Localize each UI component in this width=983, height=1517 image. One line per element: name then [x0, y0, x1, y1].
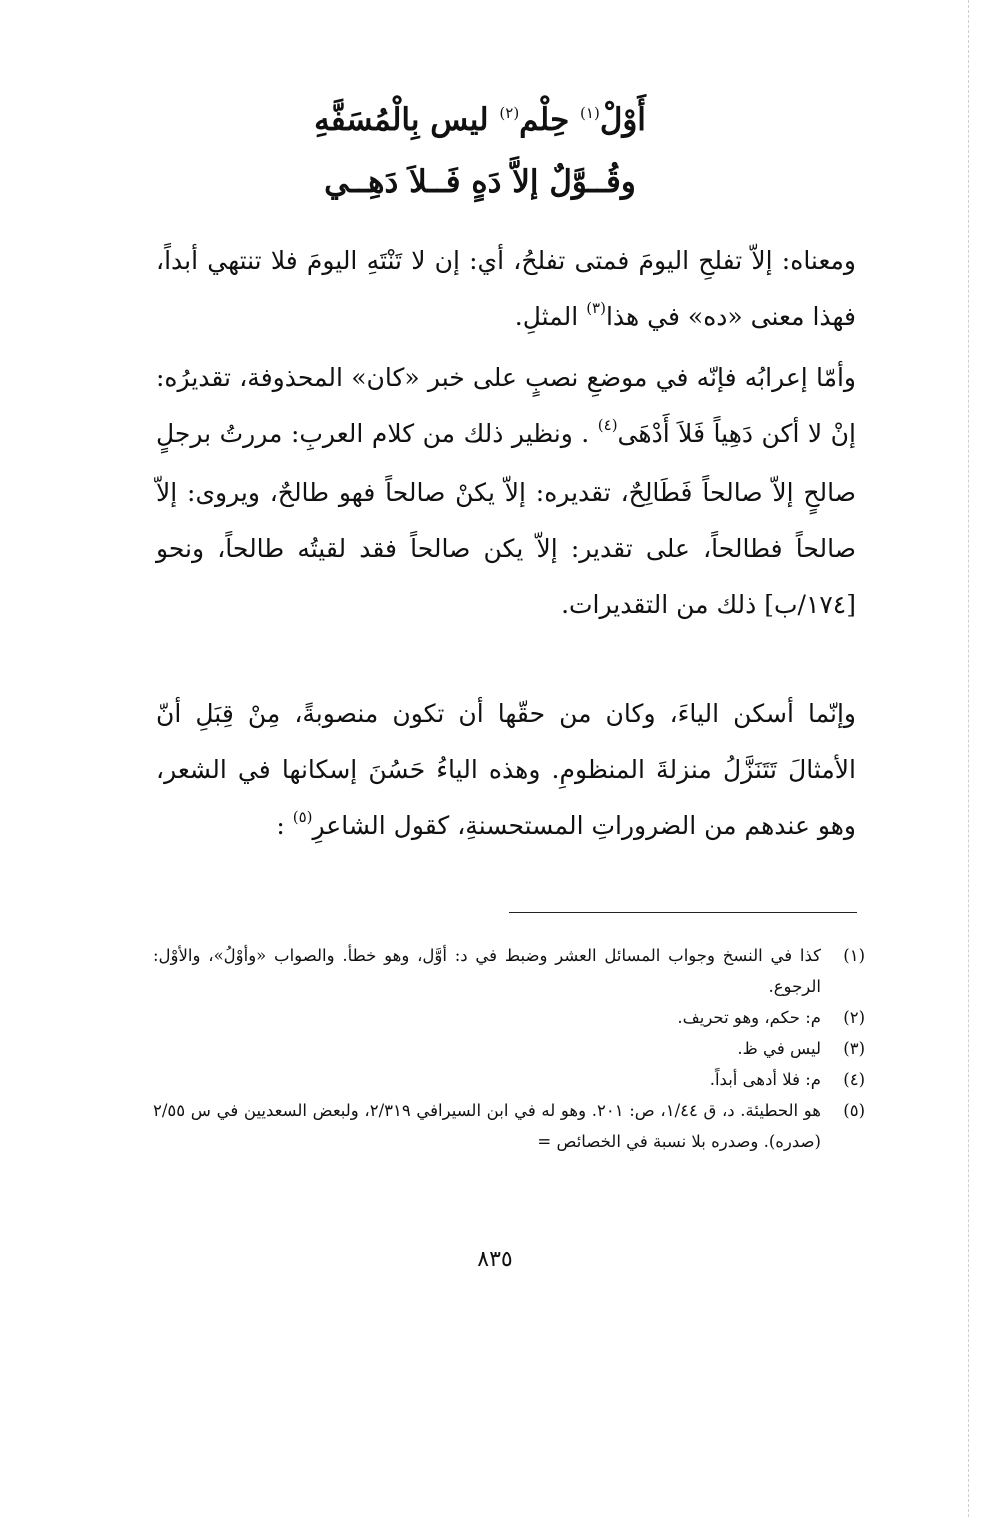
footnote-item	[153, 1002, 865, 1033]
footnote-ref-1[interactable]: (١)	[580, 104, 600, 122]
verse-word-awl: أَوْلْ	[599, 102, 646, 138]
verse-words-rest: ليس بِالْمُسَفَّهِ	[314, 102, 489, 138]
footnotes	[153, 940, 865, 1157]
paragraph-meaning	[156, 233, 856, 348]
paragraph-text: . ونظير ذلك من كلام العربِ: مررتُ برجلٍ صالحٍ إلاّ صالحاً فَطَالِحٌ، تقديره: إلاّ يكنْ صالحاً فهو طالحٌ، ويروى: إلاّ صالحاً فطالحاً، على تقدير: إلاّ يكن صالحاً فقد لقيتُه طالحاً، ونحو [١٧٤/ب] ذلك من التقديرات.	[156, 419, 856, 619]
footnote-ref-5[interactable]: (٥)	[292, 808, 313, 826]
binding-edge	[968, 0, 969, 1517]
footnote-ref-4[interactable]: (٤)	[597, 416, 618, 434]
footnote-text: هو الحطيئة. د، ق ١/٤٤، ص: ٢٠١. وهو له في ابن السيرافي ٢/٣١٩، ولبعض السعديين في س ٢/٥٥ (صدره). وصدره بلا نسبة في الخصائص =	[153, 1101, 821, 1151]
paragraph-grammar	[156, 350, 856, 633]
paragraph-text: ومعناه: إلاّ تفلحِ اليومَ فمتى تفلحُ، أي: إن لا تَنْتَهِ اليومَ فلا تنتهي أبداً، فهذا معنى «ده» في هذا	[156, 246, 856, 331]
paragraph-text: وإنّما أسكن الياءَ، وكان من حقّها أن تكون منصوبةً، مِنْ قِبَلِ أنّ الأمثالَ تَتَنَزَّلُ منزلةَ المنظومِ. وهذه الياءُ حَسُنَ إسكانها في الشعر، وهو عندهم من الضروراتِ المستحسنةِ، كقول الشاعرِ	[156, 699, 856, 840]
footnote-text: م: حكم، وهو تحريف.	[677, 1008, 821, 1027]
footnote-number: (٣)	[843, 1039, 865, 1058]
paragraph-text: المثلِ.	[514, 302, 587, 331]
footnote-separator	[509, 912, 857, 913]
footnote-number: (٤)	[843, 1070, 865, 1089]
footnote-item	[153, 1095, 865, 1157]
footnote-text: م: فلا أدهى أبداً.	[709, 1070, 821, 1089]
footnote-ref-2[interactable]: (٢)	[499, 104, 520, 122]
footnote-number: (٢)	[843, 1008, 865, 1027]
footnote-item	[153, 1064, 865, 1095]
footnote-item	[153, 1033, 865, 1064]
verse-word-hilm: حِلْم	[519, 102, 570, 138]
footnote-number: (٥)	[843, 1101, 865, 1120]
footnote-ref-3[interactable]: (٣)	[586, 299, 606, 317]
footnote-text: ليس في ظ.	[737, 1039, 821, 1058]
verse-line-1	[300, 102, 660, 138]
paragraph-poetic-license	[156, 686, 856, 857]
footnote-number: (١)	[843, 946, 865, 965]
verse-line-2: وقُــوَّلٌ إلاَّ دَهٍ فَــلاَ دَهِــي	[324, 164, 636, 200]
page-number: ٨٣٥	[477, 1247, 513, 1272]
footnote-text: كذا في النسخ وجواب المسائل العشر وضبط في د: أوَّل، وهو خطأ. والصواب «وأوْلُ»، والأوْل: الرجوع.	[153, 946, 821, 996]
footnote-item	[153, 940, 865, 1002]
paragraph-text: وأمّا إعرابُه فإنّه في موضعِ نصبٍ على خبر «كان» المحذوفة، تقديرُه: إنْ لا أكن دَهِياً فَلاَ أَدْهَى	[156, 363, 856, 448]
paragraph-text: :	[276, 811, 293, 840]
